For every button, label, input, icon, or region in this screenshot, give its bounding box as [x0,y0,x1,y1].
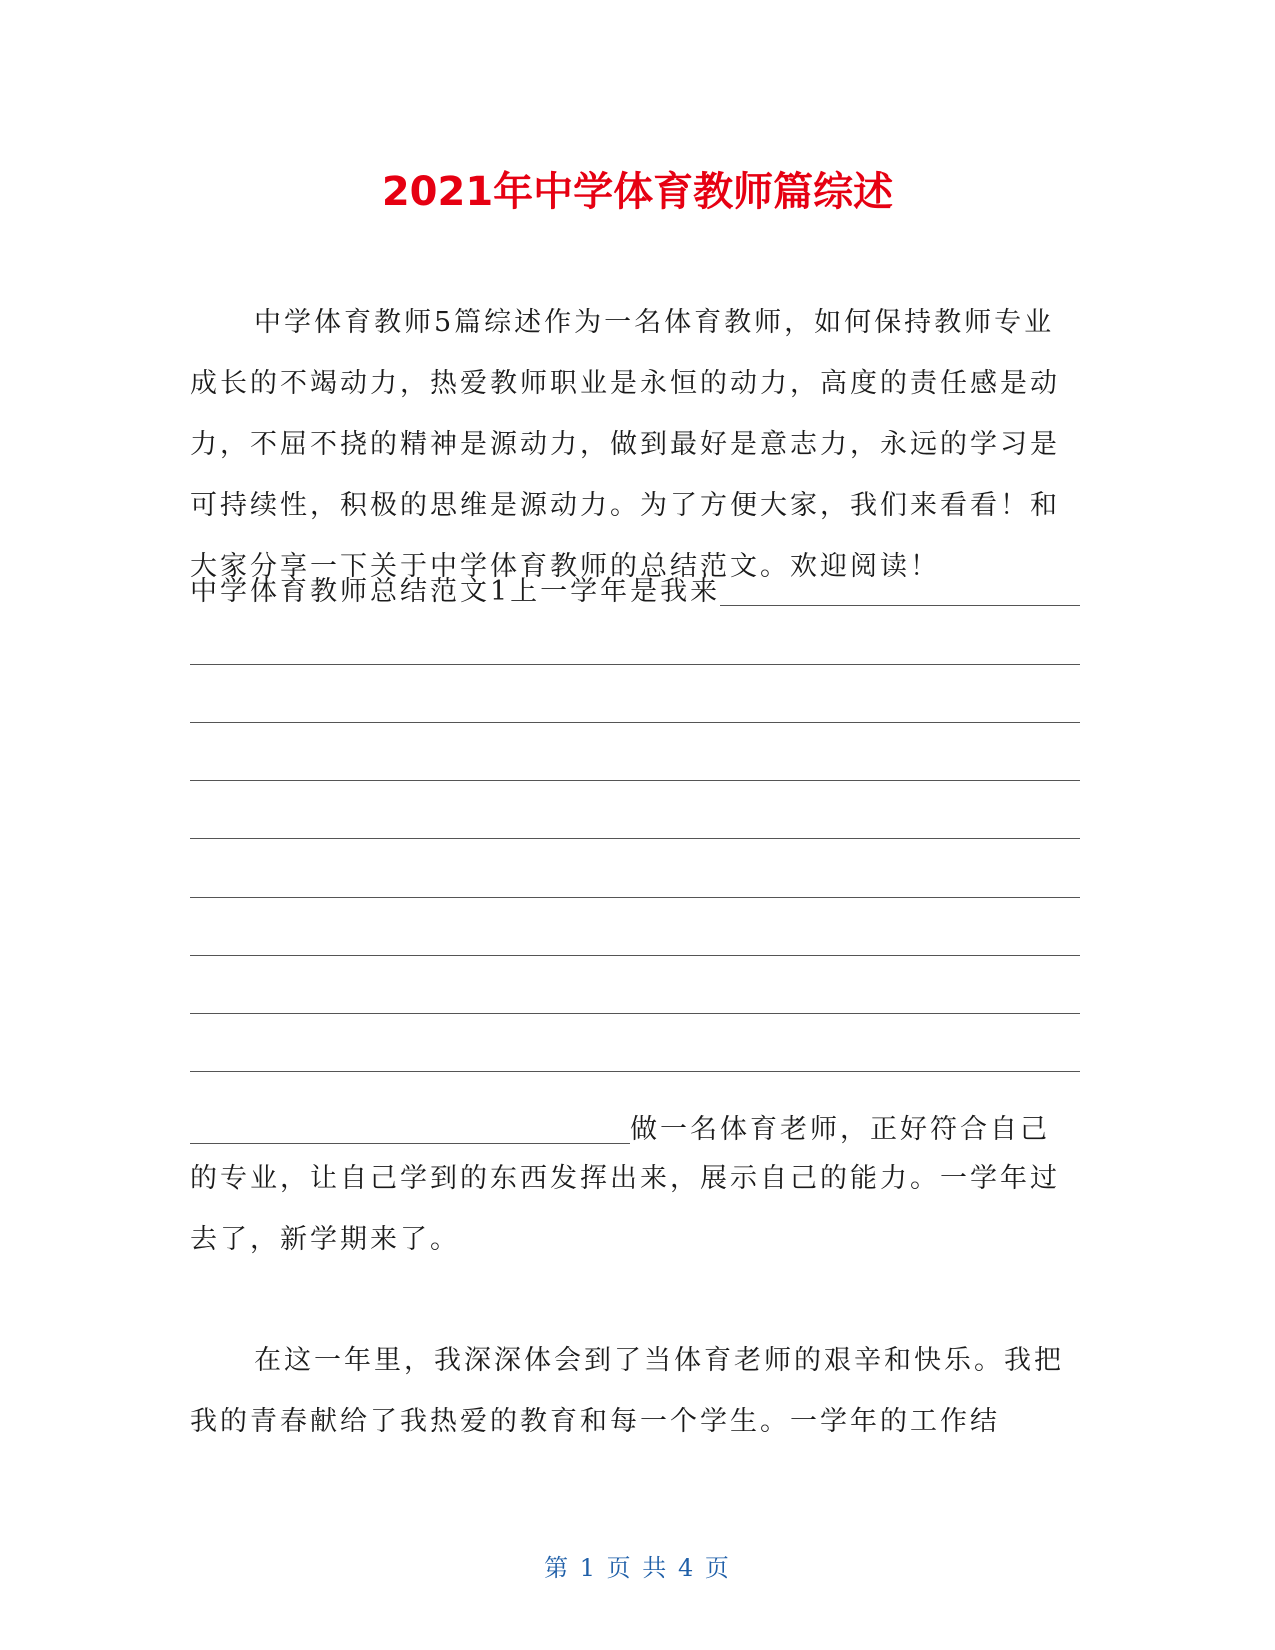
blank-rule [190,897,1080,898]
fill-line-start [190,572,1080,612]
paragraph-three: 在这一年里，我深深体会到了当体育老师的艰辛和快乐。我把我的青春献给了我热爱的教育和每一个学生。一学年的工作结 [190,1345,1064,1437]
paragraph-continued: 的专业，让自己学到的东西发挥出来，展示自己的能力。一学年过去了，新学期来了。 [190,1163,1060,1255]
intro-paragraph: 中学体育教师5篇综述作为一名体育教师，如何保持教师专业成长的不竭动力，热爱教师职业是永恒的动力，高度的责任感是动力，不屈不挠的精神是源动力，做到最好是意志力，永远的学习是可持续性，积极的思维是源动力。为了方便大家，我们来看看！和大家分享一下关于中学体育教师的总结范文。欢迎阅读！ [190,307,1060,582]
document-title: 2021年中学体育教师篇综述 [381,169,894,215]
blank-rule [190,1143,630,1144]
line-start-text: 中学体育教师总结范文1上一学年是我来 [190,576,721,607]
blank-rule [190,1013,1080,1014]
line-end-text: 做一名体育老师，正好符合自己 [630,1114,1050,1145]
blank-rule [720,605,1080,606]
blank-rule [190,780,1080,781]
page-number-footer: 第 1 页 共 4 页 [544,1554,731,1582]
blank-rule [190,722,1080,723]
blank-rule [190,955,1080,956]
blank-rule [190,1071,1080,1072]
blank-rule [190,664,1080,665]
blank-rule [190,838,1080,839]
fill-line-end [190,1110,1080,1150]
